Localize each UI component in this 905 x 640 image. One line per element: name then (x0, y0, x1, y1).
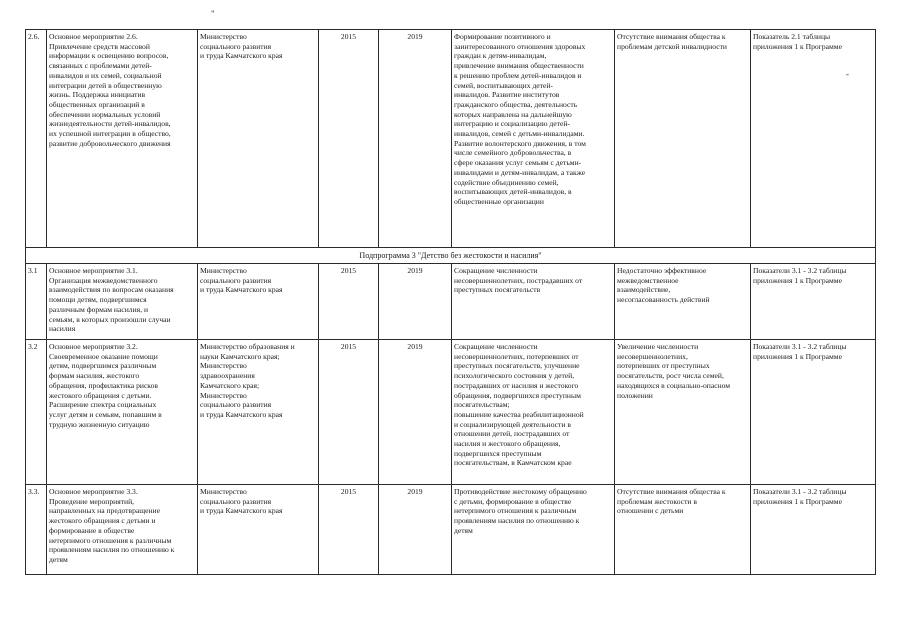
table-row-3-3 (26, 485, 876, 575)
measure-name: Основное мероприятие 2.6. Привлечение средств массовой информации к освещению вопросов, связанных с проблемами детей- инвалидов и их семей, социальной интеграции детей в общественную жизнь. Поддержка инициатив общественных организаций в обеспечении нормальных условий жизнедеятельности детей-инвалидов, их успешной интеграции в общество, развитие добровольческого движения (47, 30, 198, 248)
end-year: 2019 (379, 264, 452, 340)
expected-result: Сокращение численности несовершеннолетних, потерпевших от преступных посягательств, улучшение психологического состояния у детей, пострадавших от насилия и жестокого обращения, подвергшихся преступным посягательствам; повышение качества реабилитационной и социализирующей деятельности в отношении детей, пострадавших от насилия и жестокого обращения, подвергшихся преступным посягательствам, в Камчатском крае (452, 340, 615, 485)
scan-mark-top: " (211, 9, 215, 19)
table-row-2-6 (26, 30, 876, 248)
executor: Министерство социального развития и труда Камчатского края (198, 264, 319, 340)
scan-mark-right: - (846, 69, 849, 79)
non-implementation-consequence: Отсутствие внимания общества к проблемам детской инвалидности (615, 30, 751, 248)
measure-name: Основное мероприятие 3.3. Проведение мероприятий, направленных на предотвращение жестокого обращения с детьми и формирование в обществе нетерпимого отношения к различным проявлениям насилия по отношению к детям (47, 485, 198, 575)
program-indicator: Показатели 3.1 - 3.2 таблицы приложения 1 к Программе (751, 264, 876, 340)
expected-result: Формирование позитивного и заинтересованного отношения здоровых граждан к детям-инвалидам, привлечение внимания общественности к решению проблем детей-инвалидов и семей, воспитывающих детей- инвалидов. Развитие институтов гражданского общества, деятельность которых направлена на дальнейшую интеграцию и социализацию детей- инвалидов, семей с детьми-инвалидами. Развитие волонтерского движения, в том числе семейного добровольчества, в сфере оказания услуг семьям с детьми- инвалидами и детям-инвалидам, а также содействие объединению семей, воспитывающих детей-инвалидов, в общественные организации (452, 30, 615, 248)
row-number: 3.3. (26, 485, 47, 575)
end-year: 2019 (379, 340, 452, 485)
subprogram-title: Подпрограмма 3 "Детство без жестокости и насилия" (26, 248, 876, 264)
non-implementation-consequence: Недостаточно эффективное межведомственное взаимодействие, несогласованность действий (615, 264, 751, 340)
non-implementation-consequence: Отсутствие внимания общества к проблемам жестокости в отношении с детьми (615, 485, 751, 575)
program-indicator: Показатель 2.1 таблицы приложения 1 к Программе (751, 30, 876, 248)
executor: Министерство социального развития и труда Камчатского края (198, 485, 319, 575)
start-year: 2015 (319, 485, 379, 575)
table-row-3-2 (26, 340, 876, 485)
expected-result: Сокращение численности несовершеннолетних, пострадавших от преступных посягательств (452, 264, 615, 340)
end-year: 2019 (379, 485, 452, 575)
start-year: 2015 (319, 264, 379, 340)
table-row-3-1 (26, 264, 876, 340)
start-year: 2015 (319, 340, 379, 485)
row-number: 3.1 (26, 264, 47, 340)
subprogram-header-row (26, 248, 876, 264)
program-indicator: Показатели 3.1 - 3.2 таблицы приложения 1 к Программе (751, 340, 876, 485)
measure-name: Основное мероприятие 3.1. Организация межведомственного взаимодействия по вопросам оказания помощи детям, подвергшимся различным формам насилия, и семьям, в которых произошли случаи насилия (47, 264, 198, 340)
executor: Министерство образования и науки Камчатского края; Министерство здравоохранения Камчатского края; Министерство социального развития и труда Камчатского края (198, 340, 319, 485)
end-year: 2019 (379, 30, 452, 248)
start-year: 2015 (319, 30, 379, 248)
row-number: 3.2 (26, 340, 47, 485)
non-implementation-consequence: Увеличение численности несовершеннолетних, потерпевших от преступных посягательств, рост числа семей, находящихся в социально-опасном положении (615, 340, 751, 485)
row-number: 2.6. (26, 30, 47, 248)
program-indicator: Показатели 3.1 - 3.2 таблицы приложения 1 к Программе (751, 485, 876, 575)
measure-name: Основное мероприятие 3.2. Своевременное оказание помощи детям, подвергшимся различным формам насилия, жестокого обращения, профилактика рисков жестокого обращения с детьми. Расширение спектра социальных услуг детям и семьям, попавшим в трудную жизненную ситуацию (47, 340, 198, 485)
program-measures-table (25, 29, 876, 575)
expected-result: Противодействие жестокому обращению с детьми, формирование в обществе нетерпимого отношения к различным проявлениям насилия по отношению к детям (452, 485, 615, 575)
executor: Министерство социального развития и труда Камчатского края (198, 30, 319, 248)
